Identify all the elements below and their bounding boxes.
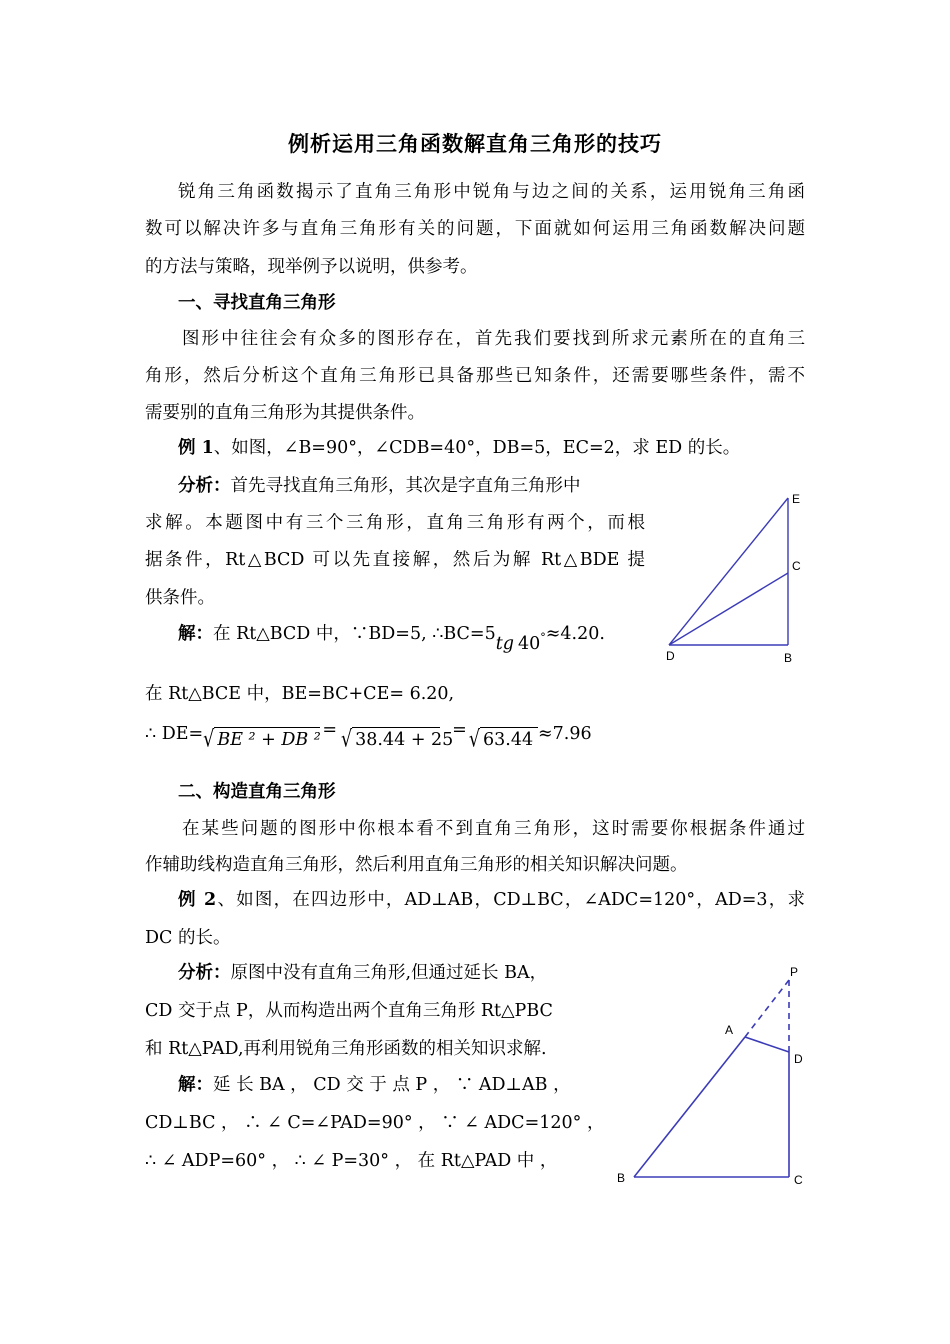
analysis1-line-2: 求解。本题图中有三个三角形，直角三角形有两个，而根: [145, 513, 645, 533]
analysis1-line-3: 据条件，Rt△BCD 可以先直接解，然后为解 Rt△BDE 提: [145, 550, 645, 570]
label-A: A: [725, 1023, 734, 1037]
analysis2-line-2: CD 交于点 P，从而构造出两个直角三角形 Rt△PBC: [145, 1001, 553, 1021]
analysis2-text-1: 原图中没有直角三角形,但通过延长 BA，: [230, 963, 548, 983]
equals-2: =: [452, 720, 467, 740]
example2-label: 例 2: [178, 890, 217, 910]
radical-sign-2: √: [341, 727, 353, 753]
section2-para-1: 在某些问题的图形中你根本看不到直角三角形，这时需要你根据条件通过: [182, 819, 805, 839]
solution1-label: 解：: [178, 624, 213, 644]
section1-para-1: 图形中往往会有众多的图形存在，首先我们要找到所求元素所在的直角三: [182, 329, 805, 349]
label-P: P: [790, 965, 799, 979]
analysis1-text-1: 首先寻找直角三角形，其次是字直角三角形中: [230, 476, 581, 496]
section1-para-3: 需要别的直角三角形为其提供条件。: [145, 403, 425, 423]
intro-line-2: 数可以解决许多与直角三角形有关的问题，下面就如何运用三角函数解决问题: [145, 219, 805, 239]
label-E: E: [792, 492, 801, 506]
solution1-line-1: [178, 622, 605, 654]
analysis2-line-3: 和 Rt△PAD,再利用锐角三角形函数的相关知识求解.: [145, 1039, 547, 1059]
solution1-text-pre: 在 Rt△BCD 中，∵BD=5, ∴BC=5: [213, 624, 496, 644]
solution2-label: 解：: [178, 1075, 213, 1095]
solution1-text-post: ≈4.20.: [545, 624, 605, 644]
solution1-result: ≈7.96: [537, 724, 592, 744]
analysis2-label: 分析：: [178, 963, 231, 983]
figure-2: [612, 960, 812, 1190]
tangent-angle: 40: [517, 634, 541, 654]
segment-BA: [634, 1037, 745, 1177]
label-C2: C: [794, 1173, 803, 1187]
segment-AD: [745, 1037, 789, 1052]
solution2-text-1: 延 长 BA ， CD 交 于 点 P ， ∵ AD⊥AB ，: [213, 1075, 571, 1095]
segment-DC: [669, 573, 788, 645]
solution2-line-3: ∴ ∠ ADP=60° ， ∴ ∠ P=30° ， 在 Rt△PAD 中 ，: [145, 1151, 558, 1171]
example1-label: 例 1: [178, 438, 214, 458]
analysis1-label: 分析：: [178, 476, 231, 496]
intro-line-1: 锐角三角函数揭示了直角三角形中锐角与边之间的关系，运用锐角三角函: [178, 182, 805, 202]
section2-para-2: 作辅助线构造直角三角形，然后利用直角三角形的相关知识解决问题。: [145, 855, 688, 875]
section1-heading: 一、寻找直角三角形: [178, 293, 336, 313]
page-title: 例析运用三角函数解直角三角形的技巧: [288, 131, 662, 156]
example1-text: 、如图，∠B=90°，∠CDB=40°，DB=5，EC=2，求 ED 的长。: [213, 438, 741, 458]
tangent-degree: °: [540, 631, 546, 644]
analysis1-line-4: 供条件。: [145, 588, 215, 608]
solution2-line-1: [178, 1073, 578, 1097]
tangent-symbol: tg: [495, 634, 514, 654]
section1-para-2: 角形，然后分析这个直角三角形已具备那些已知条件，还需要哪些条件，需不: [145, 366, 805, 386]
radicand-1: BE ² + DB ²: [214, 727, 320, 752]
analysis1-line-1: [178, 474, 645, 498]
radical-sign-3: √: [468, 727, 480, 753]
label-D2: D: [794, 1052, 803, 1066]
solution1-line-3: [145, 720, 592, 753]
label-B2: B: [617, 1171, 626, 1185]
solution1-line-2: 在 Rt△BCE 中，BE=BC+CE= 6.20,: [145, 684, 455, 704]
analysis2-line-1: [178, 961, 547, 985]
radical-sign-1: √: [203, 727, 215, 753]
label-D: D: [666, 649, 675, 663]
label-C: C: [792, 559, 801, 573]
example2-line-2: DC 的长。: [145, 928, 231, 948]
example1: [178, 436, 740, 460]
radicand-3: 63.44: [480, 727, 538, 752]
segment-AP-dashed: [745, 980, 789, 1037]
section2-heading: 二、构造直角三角形: [178, 782, 336, 802]
solution1-de-label: ∴ DE=: [145, 724, 204, 744]
radicand-2: 38.44 + 25: [352, 727, 440, 752]
example2: [178, 888, 805, 912]
equals-1: =: [322, 720, 337, 740]
segment-DE: [669, 498, 788, 645]
label-B: B: [784, 651, 793, 665]
intro-line-3: 的方法与策略，现举例予以说明，供参考。: [145, 257, 478, 277]
example2-text: 、如图，在四边形中，AD⊥AB，CD⊥BC，∠ADC=120°，AD=3，求: [216, 890, 805, 910]
figure-1: [660, 488, 810, 668]
solution2-line-2: CD⊥BC ， ∴ ∠ C=∠PAD=90° ， ∵ ∠ ADC=120° ，: [145, 1113, 605, 1133]
